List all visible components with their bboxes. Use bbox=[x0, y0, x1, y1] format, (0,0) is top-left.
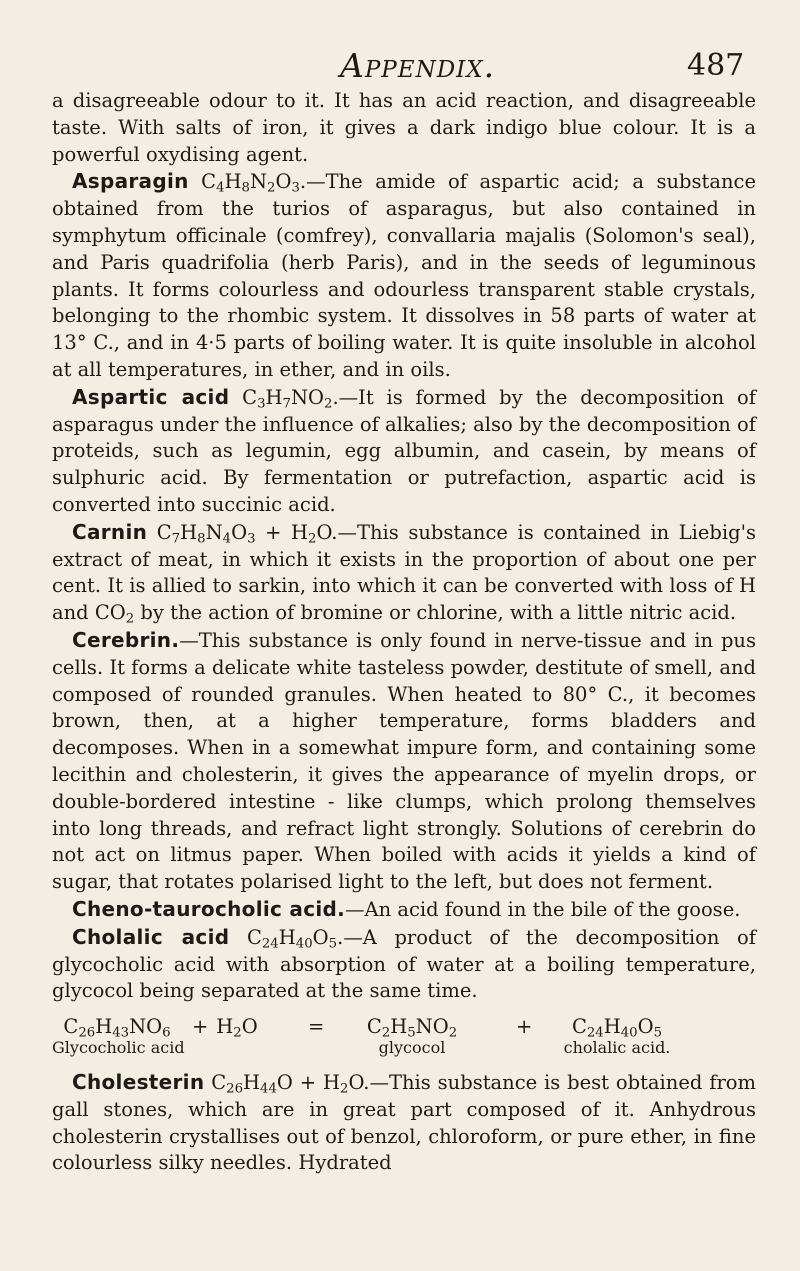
entry-text-continued: by the action of bromine or chlorine, with a little nitric acid. bbox=[134, 601, 737, 625]
headword: Cheno-taurocholic acid. bbox=[72, 896, 346, 921]
equation-label: cholalic acid. bbox=[563, 1038, 671, 1058]
running-head: Appendix. bbox=[340, 46, 496, 85]
entry-text: .—This substance is contained in Liebig's extract of meat, in which it exists in the proportion of about one per cent. It is allied to sarkin, into which it can be converted with loss of H and CO bbox=[52, 520, 757, 625]
equation-plus: + bbox=[192, 1015, 209, 1039]
paragraph-text: a disagreeable odour to it. It has an acid reaction, and disagreeable taste. With salts of iron, it gives a dark indigo blue colour. It is a powerful oxydising agent. bbox=[52, 89, 756, 166]
entry-text: —An acid found in the bile of the goose. bbox=[345, 897, 741, 921]
entry-carnin bbox=[52, 519, 756, 627]
equation-label: glycocol bbox=[378, 1038, 446, 1058]
headword: Carnin bbox=[72, 519, 148, 544]
body-text bbox=[52, 88, 756, 1177]
entry-cholalic-acid bbox=[52, 924, 756, 1005]
chemical-formula: $C_3H_7NO_2$ bbox=[242, 385, 333, 412]
equation-label: Glycocholic acid bbox=[52, 1038, 185, 1058]
entry-text: .—A product of the decomposition of glycocholic acid with absorption of water at a boiling temperature, glycocol being separated at the same time. bbox=[52, 925, 756, 1003]
entry-text: —This substance is only found in nerve-tissue and in pus cells. It forms a delicate white tasteless powder, destitute of smell, and composed of rounded granules. When heated to 80° C., it becomes brown, then, at a higher temperature, forms bladders and decomposes. When in a somewhat impure form, and containing some lecithin and cholesterin, it gives the appearance of myelin drops, or double-bordered intestine - like clumps, which prolong themselves into long threads, and refract light strongly. Solutions of cerebrin do not act on litmus paper. When boiled with acids it yields a kind of sugar, that rotates polarised light to the left, but does not ferment. bbox=[52, 628, 756, 894]
page-number: 487 bbox=[687, 48, 745, 83]
subscript: 2 bbox=[125, 611, 135, 627]
chemical-equation bbox=[52, 1015, 756, 1065]
headword: Asparagin bbox=[72, 169, 189, 194]
entry-text: .—The amide of aspartic acid; a substance obtained from the turios of asparagus, but also contained in symphytum officinale (comfrey), convallaria majalis (Solomon's seal), and Paris quadrifolia (herb Paris), and in the seeds of leguminous plants. It forms colourless and odourless transparent stable crystals, belonging to the rhombic system. It dissolves in 58 parts of water at 13° C., and in 4·5 parts of boiling water. It is quite insoluble in alcohol at all temperatures, in ether, and in oils. bbox=[52, 170, 756, 381]
paragraph-continuation bbox=[52, 88, 756, 168]
headword: Aspartic acid bbox=[72, 384, 230, 409]
chemical-formula: $C_{26}H_{44}O + H_2O$ bbox=[211, 1071, 364, 1097]
equation-term-glycocholic: $C_{26}H_{43}NO_6$ Glycocholic acid bbox=[52, 1015, 185, 1058]
entry-aspartic-acid bbox=[52, 384, 756, 519]
equation-equals: = bbox=[308, 1015, 325, 1039]
equation-term-cholalic: $C_{24}H_{40}O_5$ cholalic acid. bbox=[552, 1015, 682, 1057]
entry-cheno-taurocholic-acid bbox=[52, 896, 756, 924]
entry-cerebrin bbox=[52, 627, 756, 896]
equation-term-water: $H_2O$ bbox=[216, 1015, 258, 1041]
equation-term-glycocol: $C_2H_5NO_2$ glycocol bbox=[352, 1015, 472, 1057]
chemical-formula: $C_7H_8N_4O_3 + H_2O$ bbox=[156, 520, 332, 547]
chemical-formula: $C_{24}H_{40}O_5$ bbox=[246, 925, 338, 952]
headword: Cholalic acid bbox=[72, 924, 230, 949]
entry-text: .—It is formed by the decomposition of asparagus under the influence of alkalies; also by the decomposition of proteids, such as legumin, egg albumin, and casein, by means of sulphuric acid. By fermentation or putrefaction, aspartic acid is converted into succinic acid. bbox=[52, 385, 756, 516]
entry-asparagin bbox=[52, 168, 756, 383]
headword: Cerebrin. bbox=[72, 627, 180, 652]
equation-plus: + bbox=[516, 1015, 533, 1039]
entry-cholesterin bbox=[52, 1069, 756, 1177]
headword: Cholesterin bbox=[72, 1070, 205, 1095]
entry-text: .—This substance is best obtained from gall stones, which are in great part composed of it. Anhydrous cholesterin crystallises out of benzol, chloroform, or pure ether, in fine colourless silky needles. Hydrated bbox=[52, 1071, 756, 1175]
chemical-formula: $C_4H_8N_2O_3$ bbox=[201, 170, 300, 196]
page-header bbox=[0, 40, 800, 90]
